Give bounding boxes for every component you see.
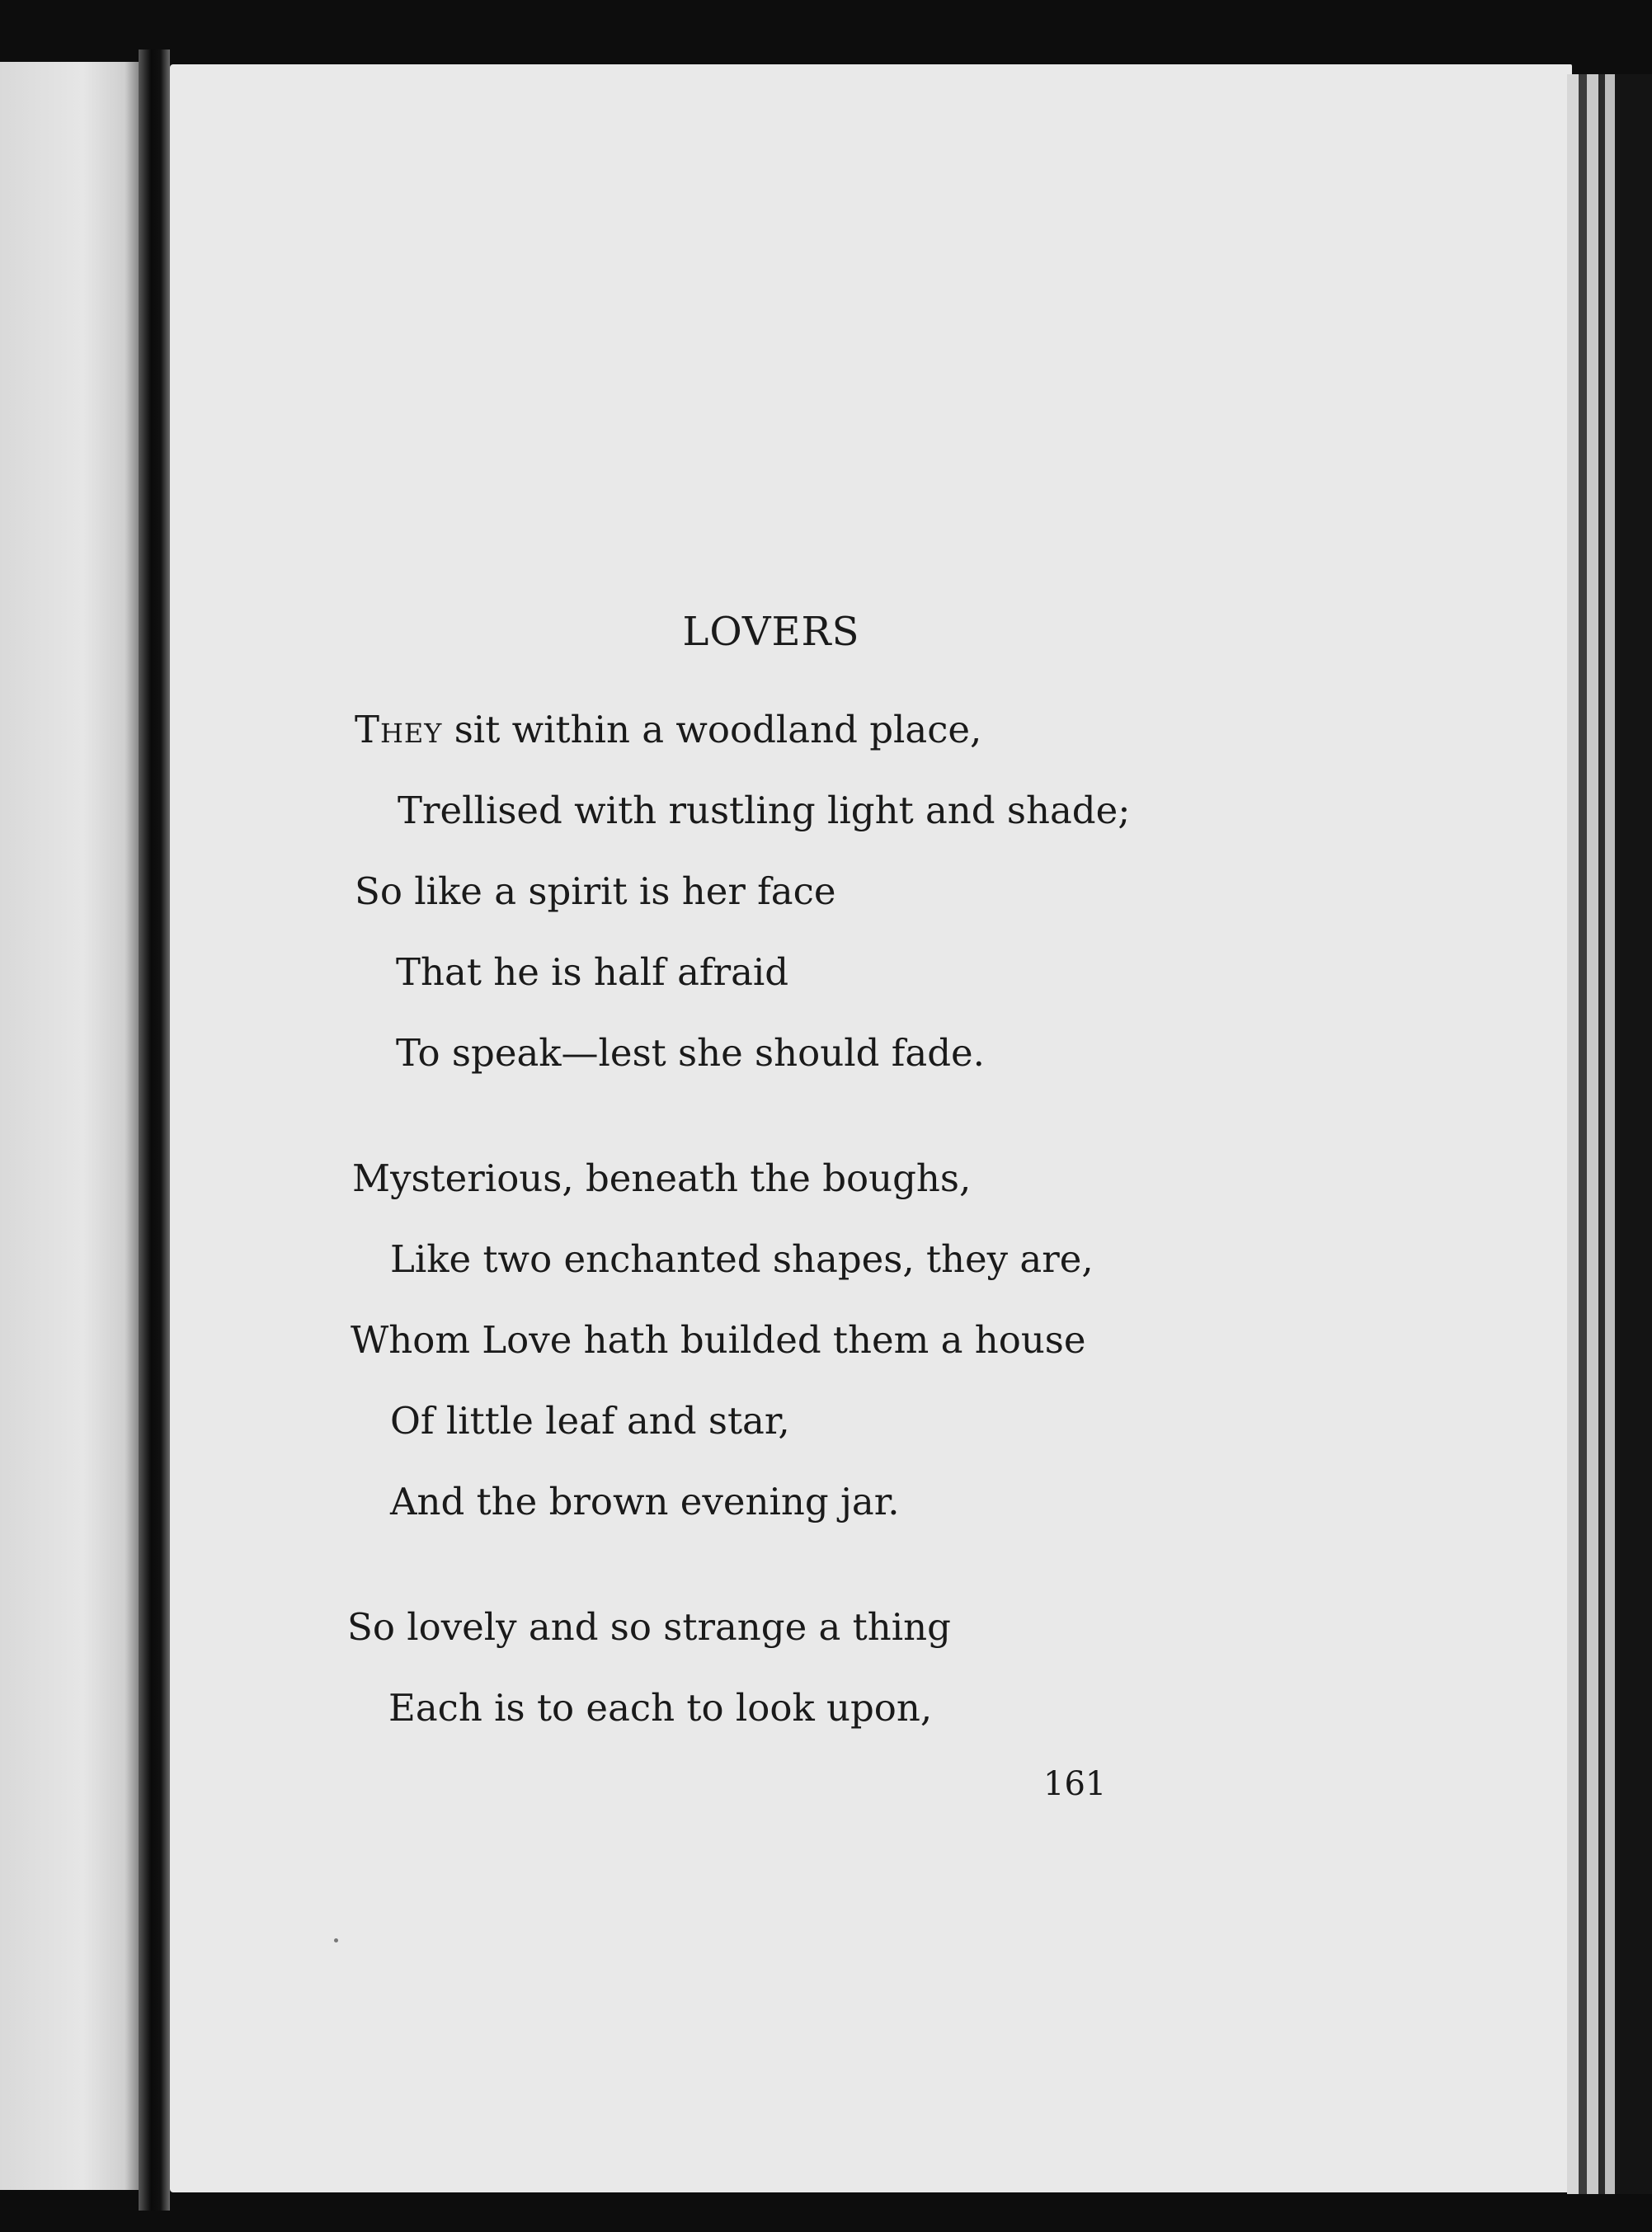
page-edge [1605, 74, 1615, 2194]
poem-line: Of little leaf and star, [390, 1399, 790, 1443]
page-edge [1587, 74, 1598, 2194]
page-edge [1579, 74, 1587, 2194]
page-edge [1615, 74, 1652, 2194]
book-gutter [139, 49, 170, 2211]
poem-line: That he is half afraid [396, 950, 789, 994]
poem-line: So like a spirit is her face [355, 869, 836, 913]
line-text: sit within a woodland place, [442, 708, 982, 751]
page-number: 161 [1043, 1765, 1107, 1803]
book-page [170, 64, 1572, 2192]
facing-page-edge [0, 62, 139, 2190]
poem-line: And the brown evening jar. [390, 1480, 900, 1523]
page-edge [1567, 74, 1579, 2194]
poem-line: Trellised with rustling light and shade; [398, 789, 1131, 832]
poem-line [355, 708, 981, 751]
poem-line: Mysterious, beneath the boughs, [352, 1156, 972, 1200]
poem-line: Each is to each to look upon, [388, 1686, 933, 1730]
poem-line: So lovely and so strange a thing [347, 1605, 951, 1649]
poem-line: Whom Love hath builded them a house [351, 1318, 1086, 1362]
page-edge [1598, 74, 1605, 2194]
opening-word: They [355, 708, 443, 751]
poem-title: LOVERS [682, 609, 860, 655]
paper-speck [334, 1938, 338, 1942]
poem-line: Like two enchanted shapes, they are, [390, 1237, 1094, 1281]
poem-line: To speak—lest she should fade. [396, 1031, 985, 1075]
